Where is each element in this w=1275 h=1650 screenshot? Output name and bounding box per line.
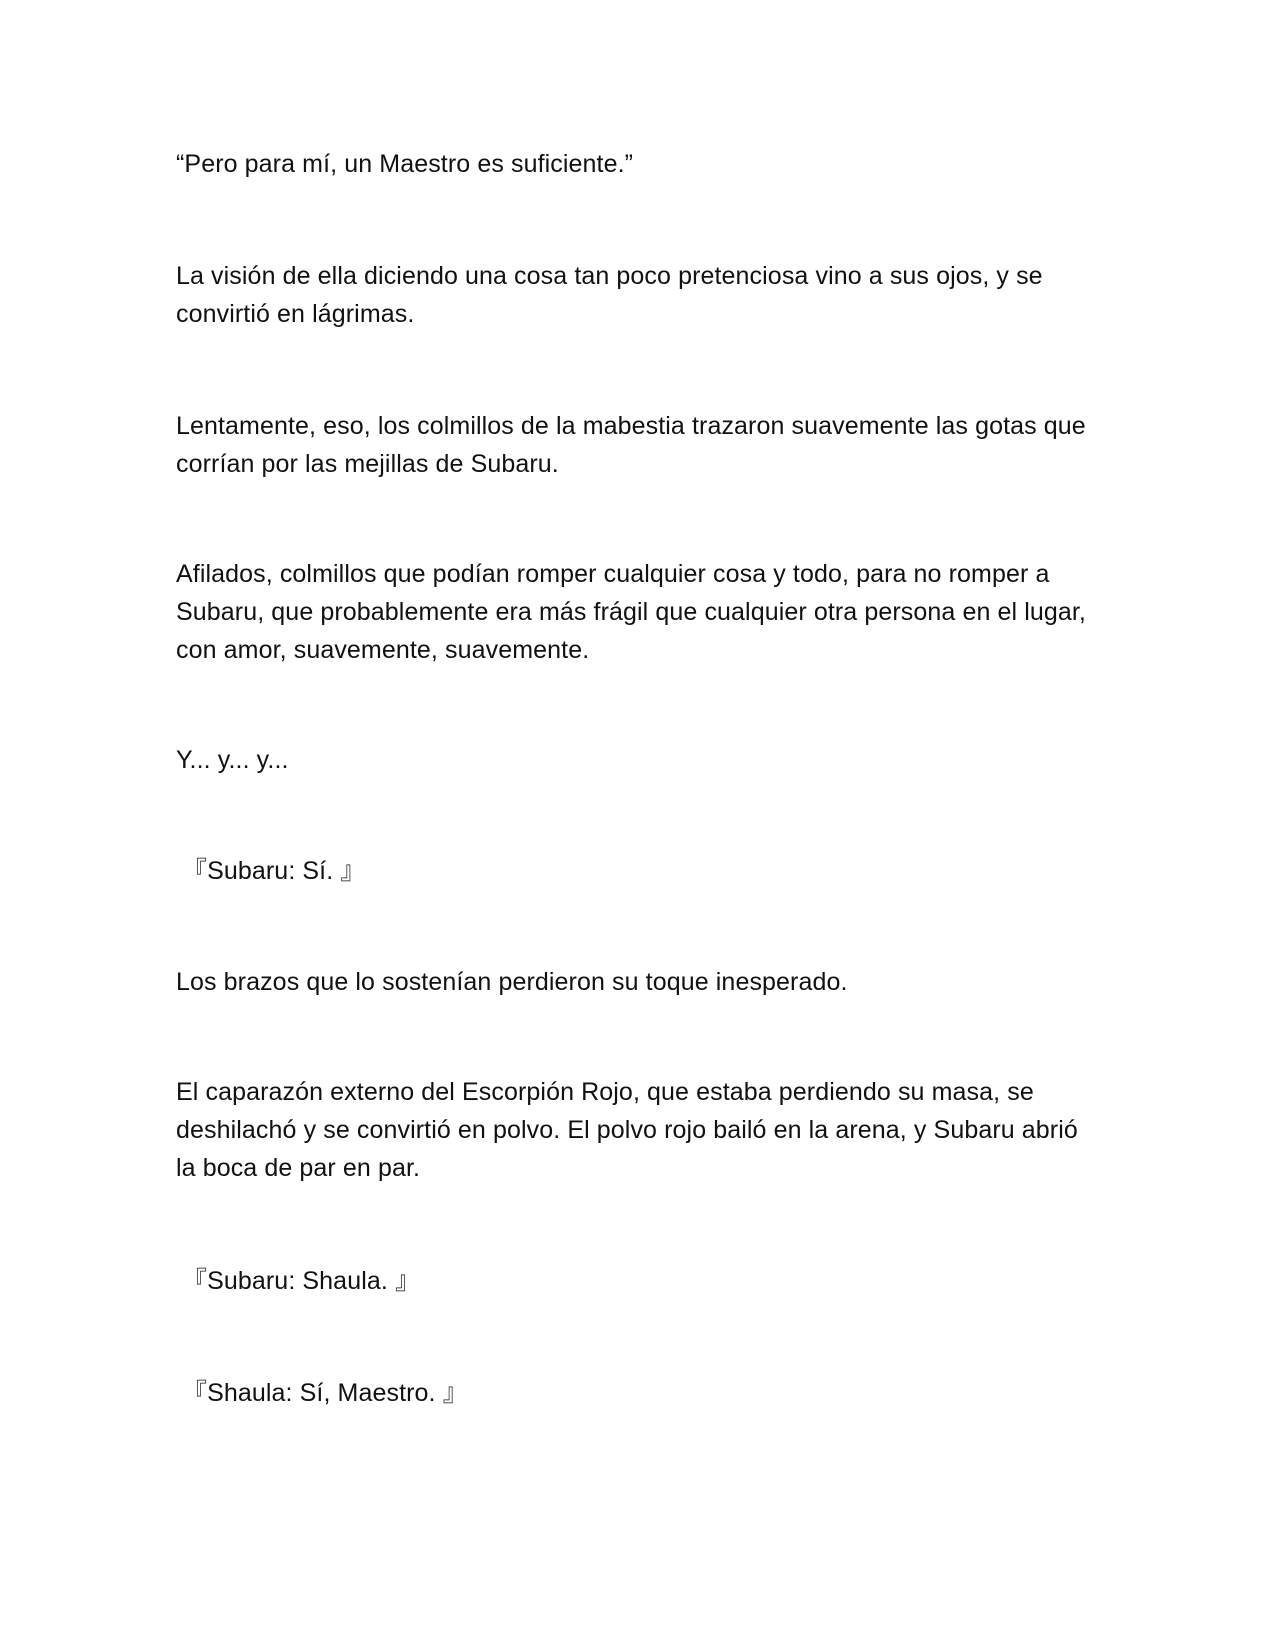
- paragraph-fangs-trace-drops: Lentamente, eso, los colmillos de la mabestia trazaron suavemente las gotas que corrían por las mejillas de Subaru.: [176, 412, 1086, 478]
- paragraph-arms-lost-touch: Los brazos que lo sostenían perdieron su toque inesperado.: [176, 968, 848, 996]
- paragraph-red-scorpion-dust: El caparazón externo del Escorpión Rojo, que estaba perdiendo su masa, se deshilachó y se convirtió en polvo. El polvo rojo bailó en la arena, y Subaru abrió la boca de par en par.: [176, 1078, 1078, 1182]
- dialogue-subaru-shaula: 『Subaru: Shaula. 』: [182, 1267, 421, 1295]
- paragraph-shaula-quote: “Pero para mí, un Maestro es suficiente.”: [176, 150, 634, 178]
- paragraph-sharp-fangs: Afilados, colmillos que podían romper cualquier cosa y todo, para no romper a Subaru, que probablemente era más frágil que cualquier otra persona en el lugar, con amor, suavemente, suavemente.: [176, 560, 1086, 664]
- dialogue-shaula-yes-master: 『Shaula: Sí, Maestro. 』: [182, 1379, 468, 1407]
- paragraph-vision-tears: La visión de ella diciendo una cosa tan poco pretenciosa vino a sus ojos, y se convirtió en lágrimas.: [176, 262, 1043, 328]
- paragraph-and-and-and: Y... y... y...: [176, 746, 289, 774]
- dialogue-subaru-yes: 『Subaru: Sí. 』: [182, 857, 366, 885]
